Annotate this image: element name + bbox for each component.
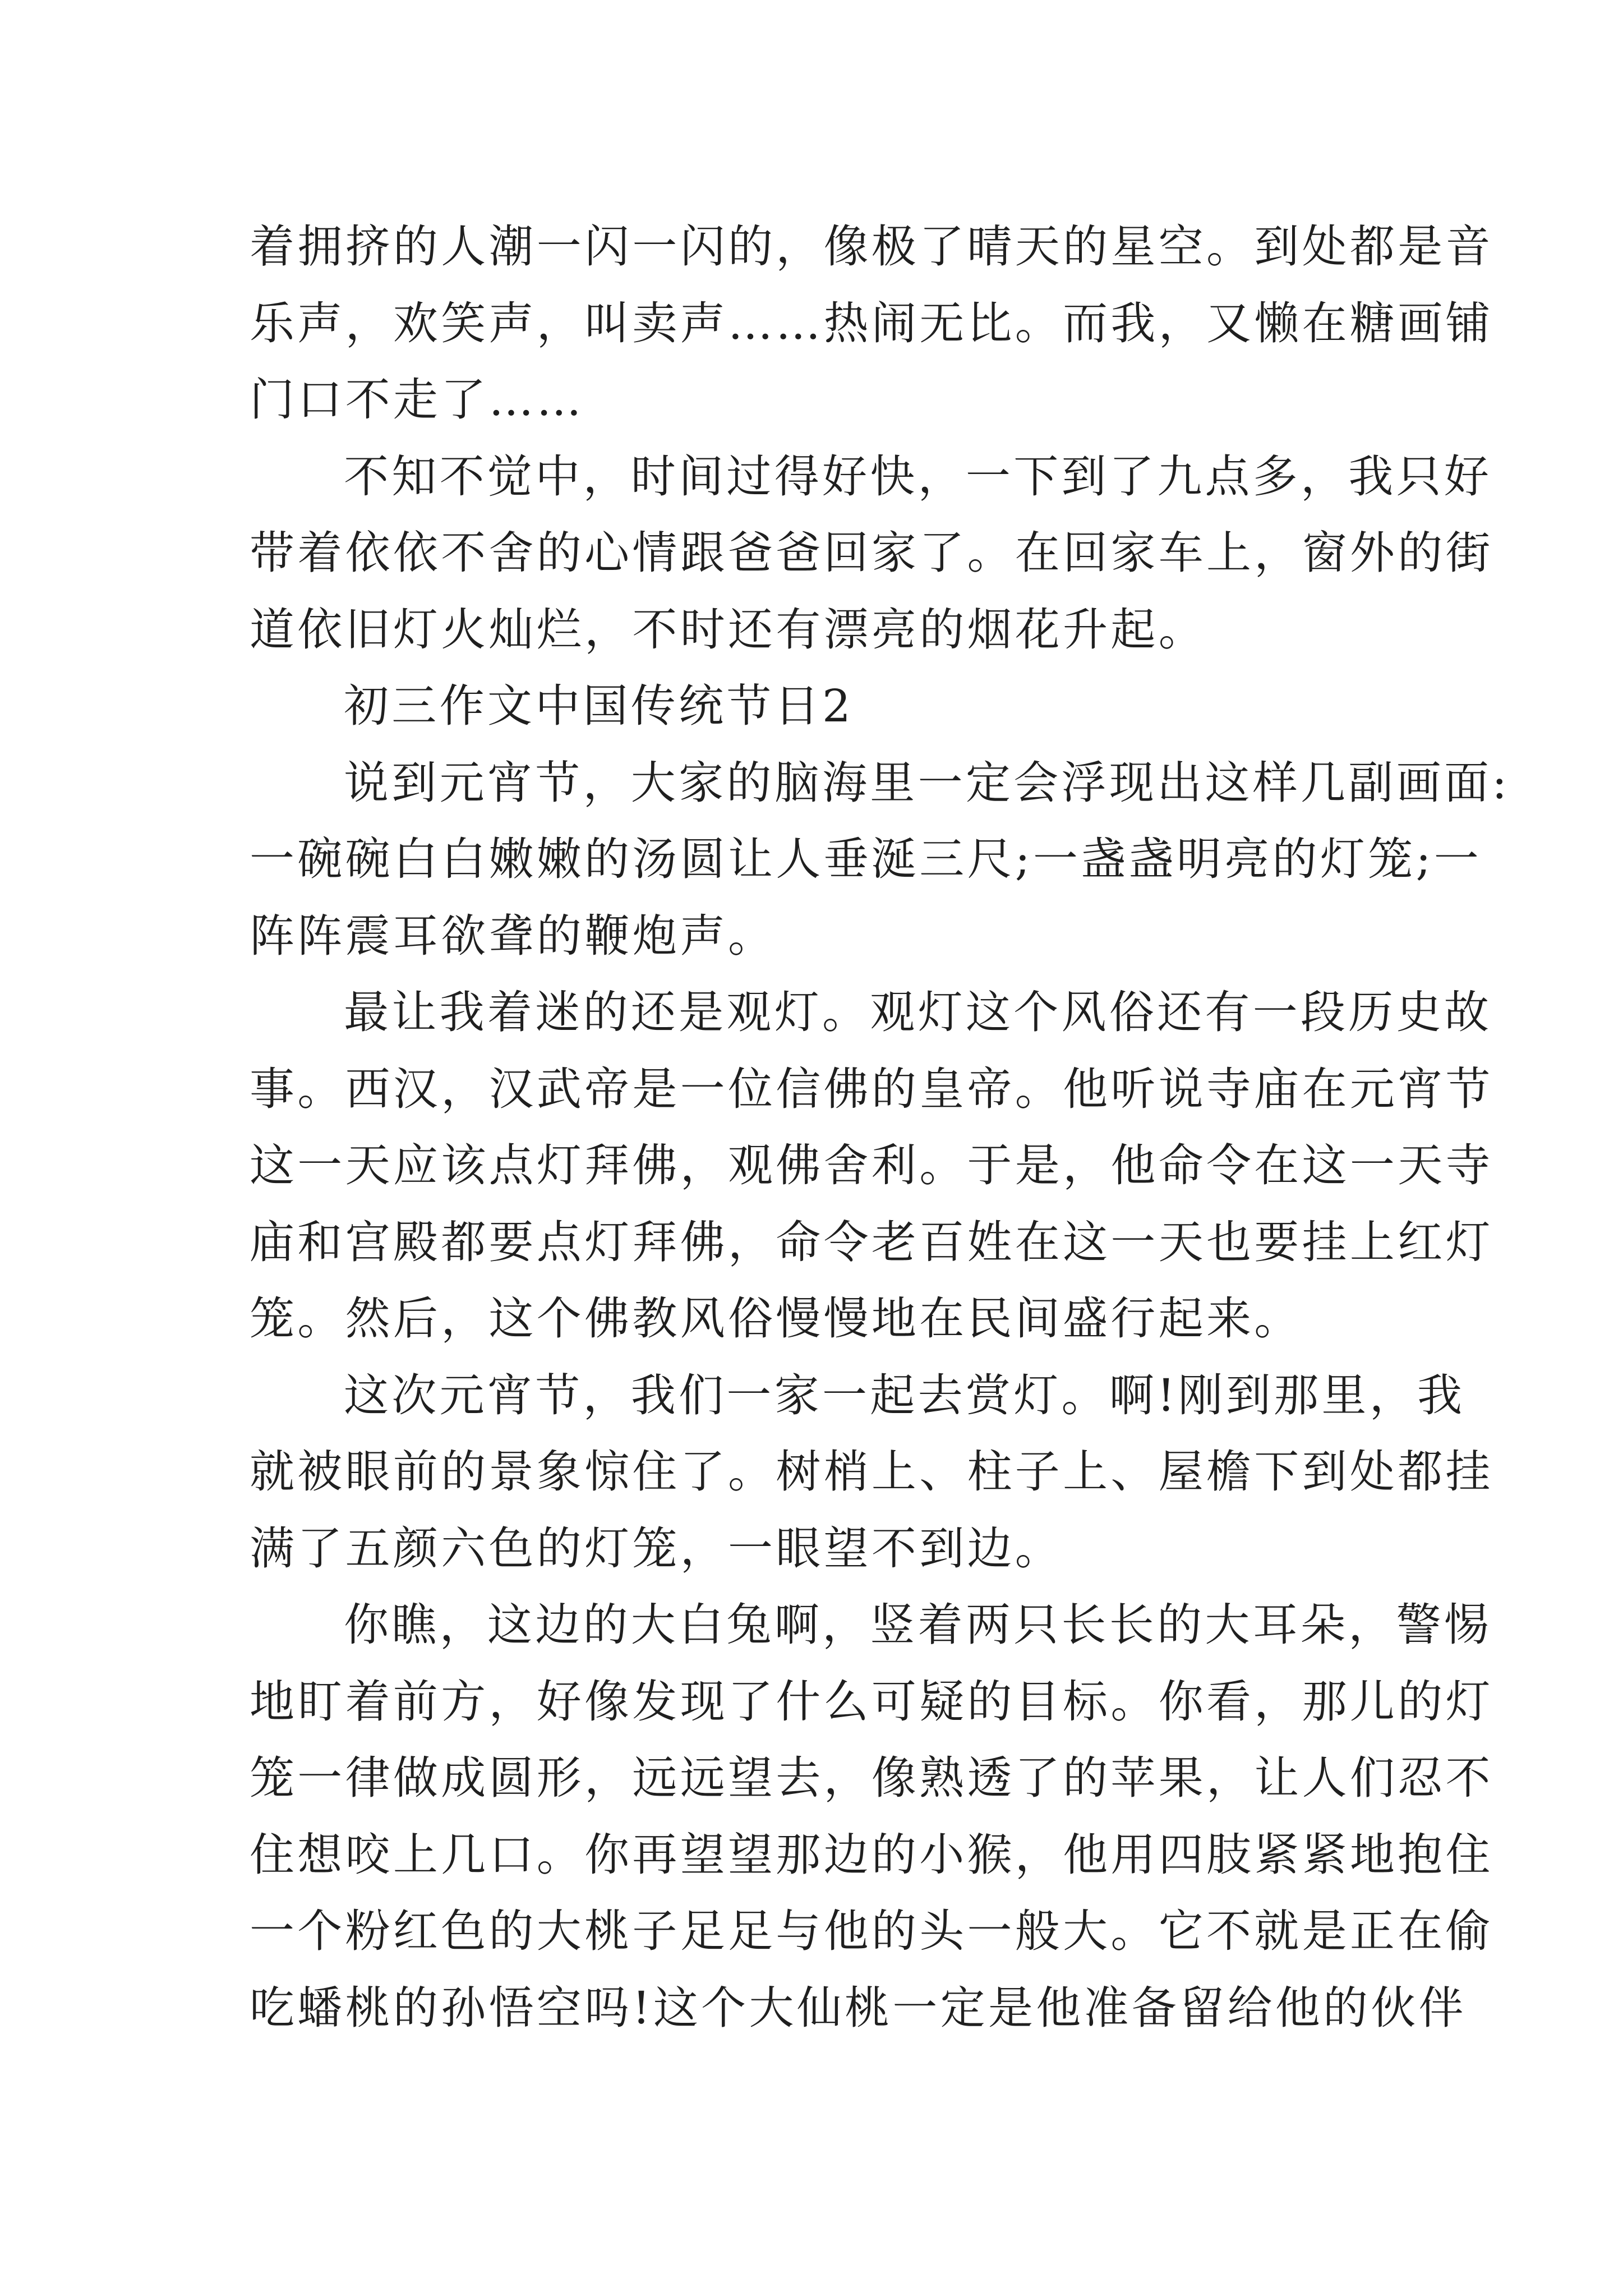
document-body	[250, 209, 1510, 2046]
text-line: 门口不走了……	[250, 374, 585, 426]
text-line: 阵阵震耳欲聋的鞭炮声。	[250, 909, 776, 962]
text-line: 带着依依不舍的心情跟爸爸回家了。在回家车上，窗外的街	[250, 527, 1493, 579]
text-line: 一碗碗白白嫩嫩的汤圆让人垂涎三尺;一盏盏明亮的灯笼;一	[250, 833, 1482, 885]
text-line: 满了五颜六色的灯笼，一眼望不到边。	[250, 1522, 1063, 1575]
text-line: 说到元宵节，大家的脑海里一定会浮现出这样几副画面:	[344, 756, 1510, 809]
text-line: 吃蟠桃的孙悟空吗!这个大仙桃一定是他准备留给他的伙伴	[250, 1981, 1467, 2034]
section-title: 初三作文中国传统节日2	[344, 680, 854, 732]
text-line: 住想咬上几口。你再望望那边的小猴，他用四肢紧紧地抱住	[250, 1828, 1493, 1881]
text-line: 最让我着迷的还是观灯。观灯这个风俗还有一段历史故	[344, 986, 1492, 1038]
text-line: 事。西汉，汉武帝是一位信佛的皇帝。他听说寺庙在元宵节	[250, 1062, 1493, 1115]
text-line: 地盯着前方，好像发现了什么可疑的目标。你看，那儿的灯	[250, 1675, 1493, 1728]
text-line: 道依旧灯火灿烂，不时还有漂亮的烟花升起。	[250, 603, 1206, 656]
text-line: 乐声，欢笑声，叫卖声……热闹无比。而我，又懒在糖画铺	[250, 297, 1493, 349]
text-line: 庙和宫殿都要点灯拜佛，命令老百姓在这一天也要挂上红灯	[250, 1216, 1493, 1268]
text-line: 这次元宵节，我们一家一起去赏灯。啊!刚到那里，我	[344, 1369, 1465, 1421]
text-line: 就被眼前的景象惊住了。树梢上、柱子上、屋檐下到处都挂	[250, 1446, 1493, 1498]
text-line: 着拥挤的人潮一闪一闪的，像极了晴天的星空。到处都是音	[250, 220, 1493, 273]
text-line: 笼。然后，这个佛教风俗慢慢地在民间盛行起来。	[250, 1292, 1302, 1345]
text-line: 不知不觉中，时间过得好快，一下到了九点多，我只好	[344, 450, 1492, 503]
text-line: 一个粉红色的大桃子足足与他的头一般大。它不就是正在偷	[250, 1905, 1493, 1957]
text-line: 你瞧，这边的大白兔啊，竖着两只长长的大耳朵，警惕	[344, 1599, 1492, 1651]
text-line: 这一天应该点灯拜佛，观佛舍利。于是，他命令在这一天寺	[250, 1139, 1493, 1191]
text-line: 笼一律做成圆形，远远望去，像熟透了的苹果，让人们忍不	[250, 1752, 1493, 1804]
